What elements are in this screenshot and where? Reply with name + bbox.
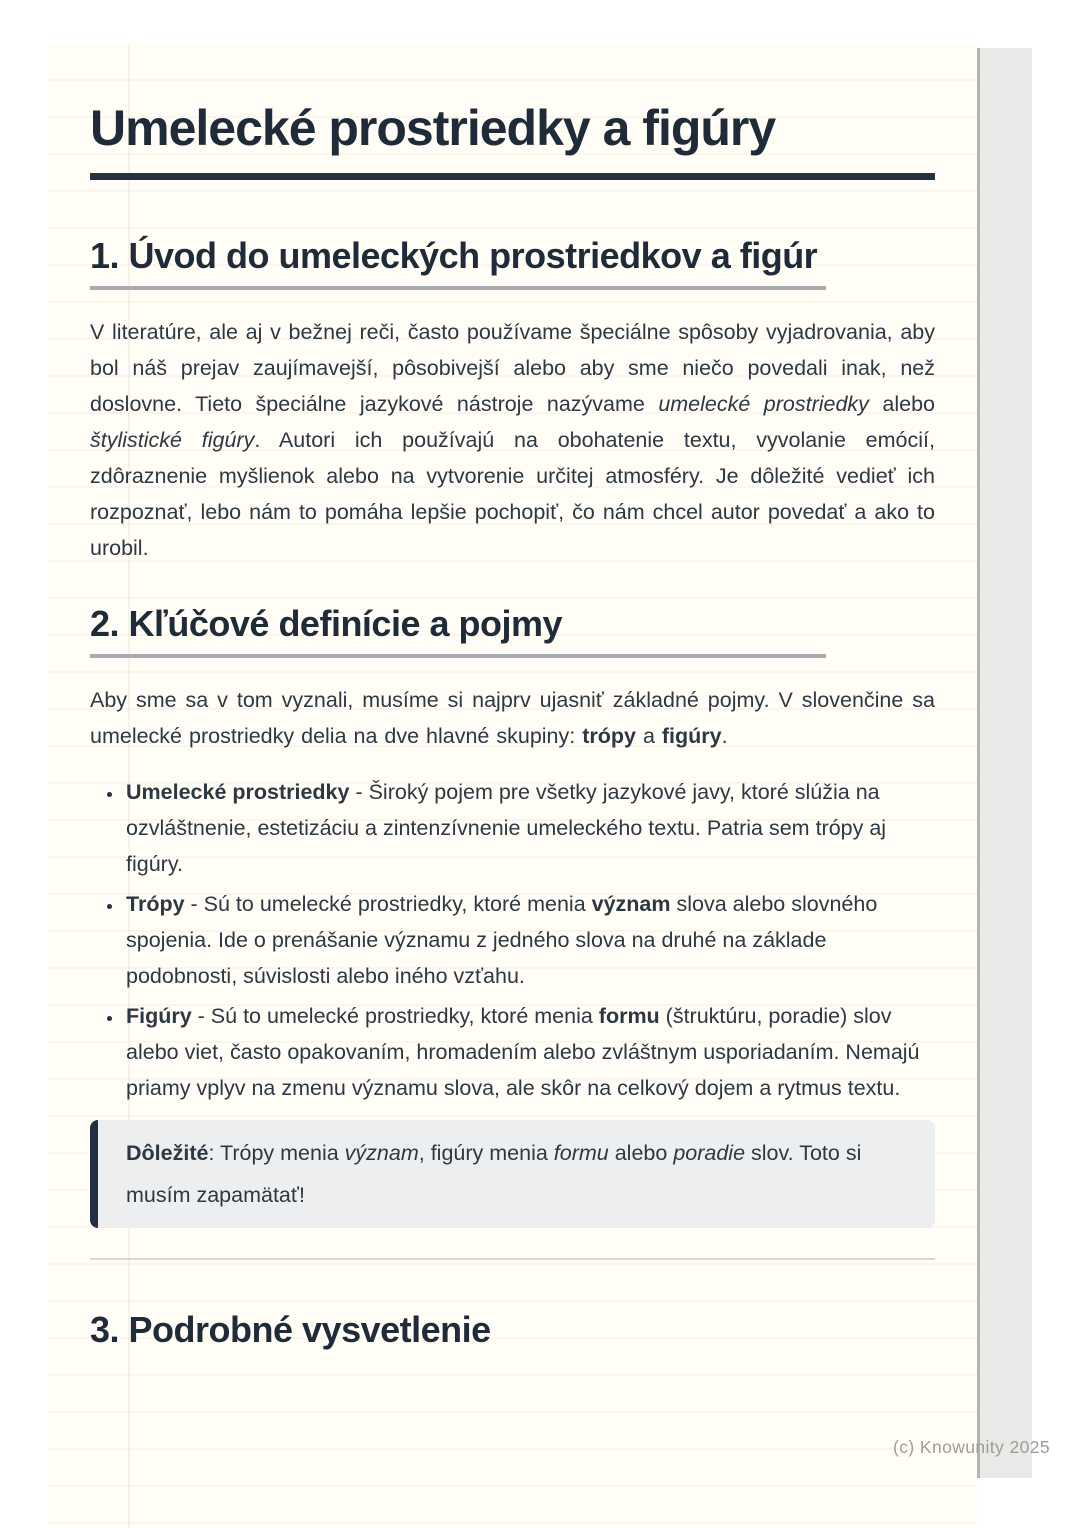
document-content [90,98,935,1353]
list-item-umelecke-prostriedky: • Umelecké prostriedky - Široký pojem pre všetky jazykové javy, ktoré slúžia na ozvláštnenie, estetizáciu a zintenzívnenie umeleckého textu. Patria sem trópy aj figúry. [124,774,935,882]
watermark-text: (c) Knowunity 2025 [893,1437,1051,1457]
important-callout [90,1120,935,1228]
important-callout-text: Dôležité: Trópy menia význam, figúry menia formu alebo poradie slov. Toto si musím zapamätať! [126,1141,862,1207]
list-item-tropy: • Trópy - Sú to umelecké prostriedky, ktoré menia význam slova alebo slovného spojenia. Ide o prenášanie významu z jedného slova na druhé na základe podobnosti, súvislosti alebo iného vzťahu. [124,886,935,994]
section-3-heading: 3. Podrobné vysvetlenie [90,1309,491,1350]
section-2-intro: Aby sme sa v tom vyznali, musíme si najprv ujasniť základné pojmy. V slovenčine sa umelecké prostriedky delia na dve hlavné skupiny: trópy a figúry. [90,688,935,748]
section-divider [90,1258,935,1260]
section-1-rule [90,286,826,290]
list-item-figury: • Figúry - Sú to umelecké prostriedky, ktoré menia formu (štruktúru, poradie) slov alebo viet, často opakovaním, hromadením alebo zvláštnym usporiadaním. Nemajú priamy vplyv na zmenu významu slova, ale skôr na celkový dojem a rytmus textu. [124,998,935,1106]
definition-list [90,774,935,1106]
title-rule [90,173,935,180]
document-title: Umelecké prostriedky a figúry [90,100,776,156]
section-1-paragraph: V literatúre, ale aj v bežnej reči, často používame špeciálne spôsoby vyjadrovania, aby bol náš prejav zaujímavejší, pôsobivejší alebo aby sme niečo povedali inak, než doslovne. Tieto špeciálne jazykové nástroje nazývame umelecké prostriedky alebo štylistické figúry. Autori ich používajú na obohatenie textu, vyvolanie emócií, zdôraznenie myšlienok alebo na vytvorenie určitej atmosféry. Je dôležité vedieť ich rozpoznať, lebo nám to pomáha lepšie pochopiť, čo nám chcel autor povedať a ako to urobil. [90,320,935,560]
section-2-rule [90,654,826,658]
document-page [48,44,977,1528]
scrollbar-track[interactable] [977,48,1032,1478]
section-1-heading: 1. Úvod do umeleckých prostriedkov a figúr [90,235,818,276]
section-2-heading: 2. Kľúčové definície a pojmy [90,603,563,644]
